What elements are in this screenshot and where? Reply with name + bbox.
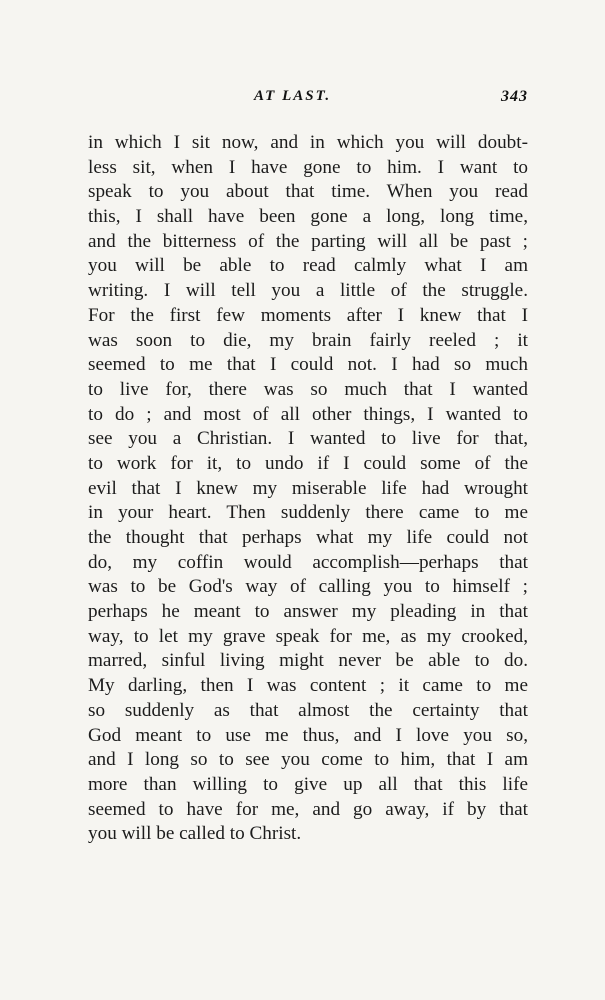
text-line: My darling, then I was content ; it came to me bbox=[88, 675, 528, 697]
text-line: seemed to me that I could not. I had so much bbox=[88, 354, 528, 376]
text-line: the thought that perhaps what my life could not bbox=[88, 527, 528, 548]
text-line: in your heart. Then suddenly there came to me bbox=[88, 502, 528, 524]
text-line: evil that I knew my miserable life had wrought bbox=[88, 477, 528, 499]
text-line: writing. I will tell you a little of the struggle. bbox=[88, 280, 528, 302]
text-line: perhaps he meant to answer my pleading in that bbox=[88, 601, 528, 623]
text-line: so suddenly as that almost the certainty that bbox=[88, 699, 528, 721]
text-line: and the bitterness of the parting will all be past ; bbox=[88, 230, 528, 252]
text-line: you will be called to Christ. bbox=[88, 823, 302, 845]
body-text bbox=[88, 131, 528, 847]
text-line: and I long so to see you come to him, that I am bbox=[88, 749, 528, 771]
text-line: was soon to die, my brain fairly reeled ; it bbox=[88, 329, 528, 351]
text-line: less sit, when I have gone to him. I want to bbox=[88, 156, 528, 178]
text-line: to work for it, to undo if I could some of the bbox=[88, 452, 528, 474]
text-line: to live for, there was so much that I wanted bbox=[88, 378, 528, 400]
text-line: marred, sinful living might never be able to do. bbox=[88, 650, 528, 672]
text-line: God meant to use me thus, and I love you so, bbox=[88, 724, 528, 746]
running-head bbox=[88, 88, 528, 118]
text-line: seemed to have for me, and go away, if by that bbox=[88, 798, 528, 820]
text-line: see you a Christian. I wanted to live for that, bbox=[88, 428, 528, 450]
text-line: in which I sit now, and in which you will doubt- bbox=[88, 132, 528, 153]
text-line: you will be able to read calmly what I am bbox=[88, 255, 528, 277]
text-line: speak to you about that time. When you read bbox=[88, 181, 528, 203]
text-line: do, my coffin would accomplish—perhaps that bbox=[88, 551, 528, 573]
page-number: 343 bbox=[501, 88, 528, 105]
text-line: this, I shall have been gone a long, long time, bbox=[88, 206, 528, 228]
text-line: more than willing to give up all that this life bbox=[88, 773, 528, 795]
text-line: to do ; and most of all other things, I wanted to bbox=[88, 403, 528, 425]
running-title: AT LAST. bbox=[254, 88, 332, 104]
text-line: was to be God's way of calling you to himself ; bbox=[88, 576, 528, 598]
text-line: way, to let my grave speak for me, as my crooked, bbox=[88, 625, 528, 647]
text-line: For the first few moments after I knew that I bbox=[88, 304, 528, 326]
